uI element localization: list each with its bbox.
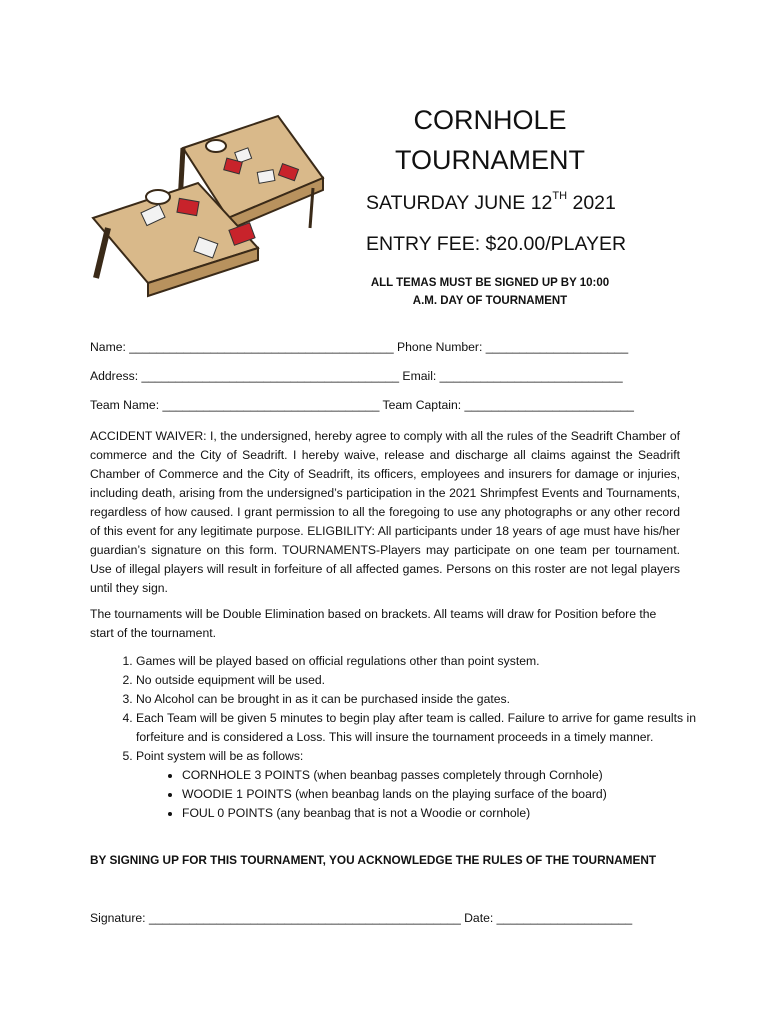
title-line-2: TOURNAMENT [394, 145, 585, 175]
entry-fee: ENTRY FEE: $20.00/PLAYER [366, 233, 627, 255]
date-main: SATURDAY JUNE 12 [366, 192, 553, 214]
signup-deadline-notice [340, 274, 640, 310]
signature-date-field[interactable]: Signature: ______________________________________________ Date: ____________________ [90, 911, 633, 925]
address-email-field[interactable]: Address: ______________________________________ Email: ___________________________ [90, 369, 623, 383]
title-line-1: CORNHOLE [413, 105, 567, 135]
rule-item-points [136, 747, 716, 823]
rule-item: 1. Games will be played based on official regulations other than point system. [136, 652, 716, 671]
date-year: 2021 [567, 192, 616, 214]
rule-item: 3. No Alcohol can be brought in as it can be purchased inside the gates. [136, 690, 716, 709]
rule-item: 4. Each Team will be given 5 minutes to begin play after team is called. Failure to arrive for game results in forfeiture and is considered a Loss. This will insure the tournament proceeds in a timely manner. [136, 709, 716, 747]
cornhole-boards-illustration [88, 108, 338, 298]
rules-list [90, 652, 716, 823]
rule-item: 2. No outside equipment will be used. [136, 671, 716, 690]
tournament-format: The tournaments will be Double Elimination based on brackets. All teams will draw for Position before the start of the tournament. [90, 607, 657, 640]
notice-line-2: A.M. DAY OF TOURNAMENT [412, 295, 568, 307]
event-date [366, 189, 616, 215]
name-phone-field[interactable]: Name: _______________________________________ Phone Number: _____________________ [90, 340, 629, 354]
acknowledgement: BY SIGNING UP FOR THIS TOURNAMENT, YOU ACKNOWLEDGE THE RULES OF THE TOURNAMENT [90, 853, 657, 867]
points-item: • WOODIE 1 POINTS (when beanbag lands on the playing surface of the board) [182, 785, 716, 804]
team-captain-field[interactable]: Team Name: ________________________________ Team Captain: _________________________ [90, 398, 634, 412]
date-suffix: TH [552, 189, 568, 202]
points-item: • FOUL 0 POINTS (any beanbag that is not a Woodie or cornhole) [182, 804, 716, 823]
points-list [136, 766, 716, 823]
points-item: • CORNHOLE 3 POINTS (when beanbag passes completely through Cornhole) [182, 766, 716, 785]
notice-line-1: ALL TEMAS MUST BE SIGNED UP BY 10:00 [370, 277, 610, 289]
accident-waiver: ACCIDENT WAIVER: I, the undersigned, hereby agree to comply with all the rules of the Seadrift Chamber of commerce and the City of Seadrift. I hereby waive, release and discharge all claims against the Seadrift Chamber of Commerce and the City of Seadrift, its officers, employees and insurers for damage or injuries, including death, arising from the undersigned’s participation in the 2021 Shrimpfest Events and Tournaments, regardless of how caused. I grant permission to all the foregoing to use any photographs or any other record of this event for any legitimate purpose. ELIGBILITY: All participants under 18 years of age must have his/her guardian’s signature on this form. TOURNAMENTS-Players may participate on one team per tournament. Use of illegal players will result in forfeiture of all affected games. Persons on this roster are not legal players until they sign. [90, 429, 680, 595]
rule-item-label: Point system will be as follows: [136, 749, 304, 763]
